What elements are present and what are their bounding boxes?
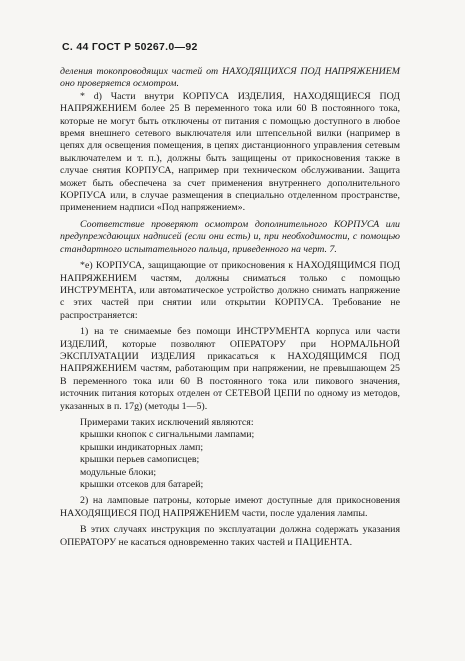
examples-list	[60, 417, 400, 491]
paragraph-exception-1: 1) на те снимаемые без помощи ИНСТРУМЕНТА корпуса или части ИЗДЕЛИЙ, которые позволяют ОПЕРАТОРУ при НОРМАЛЬНОЙ ЭКСПЛУАТАЦИИ ИЗДЕЛИЯ прикасаться к НАХОДЯЩИМСЯ ПОД НАПРЯЖЕНИЕМ частям, работающим при напряжении, не превышающем 25 В переменного тока или 60 В постоянного тока или пикового значения, источник питания которых отделен от СЕТЕВОЙ ЦЕПИ по одному из методов, указанных в п. 17g) (методы 1—5).	[60, 326, 400, 412]
examples-intro: Примерами таких исключений являются:	[80, 416, 254, 428]
paragraph-exception-2: 2) на ламповые патроны, которые имеют доступные для прикосновения НАХОДЯЩИЕСЯ ПОД НАПРЯЖЕНИЕМ части, после удаления лампы.	[60, 495, 400, 519]
list-item: крышки перьев самописцев;	[80, 454, 200, 466]
paragraph-continuation: деления токопроводящих частей от НАХОДЯЩИХСЯ ПОД НАПРЯЖЕНИЕМ оно проверяется осмотром.	[60, 66, 400, 90]
paragraph-clause-d: * d) Части внутри КОРПУСА ИЗДЕЛИЯ, НАХОДЯЩИЕСЯ ПОД НАПРЯЖЕНИЕМ более 25 В переменного тока или 60 В постоянного тока, которые не могут быть отключены от питания с помощью доступного в любое время внешнего сетевого выключателя или штепсельной вилки (например в цепях для освещения помещения, в цепях дистанционного управления сетевым выключателем и т. п.), должны быть защищены от прикосновения также в случае снятия КОРПУСА, например при техническом обслуживании. Защита может быть обеспечена за счет применения внутреннего дополнительного КОРПУСА или, в случае размещения в специально отделенном пространстве, применением надписи «Под напряжением».	[60, 90, 400, 214]
page-header: С. 44 ГОСТ Р 50267.0—92	[62, 41, 198, 53]
document-body	[60, 66, 400, 549]
paragraph-instructions: В этих случаях инструкция по эксплуатации должна содержать указания ОПЕРАТОРУ не касаться одновременно таких частей и ПАЦИЕНТА.	[60, 524, 400, 548]
list-item: крышки отсеков для батарей;	[80, 479, 204, 490]
list-item: модульные блоки;	[80, 466, 157, 478]
paragraph-compliance-check: Соответствие проверяют осмотром дополнительного КОРПУСА или предупреждающих надписей (если они есть) и, при необходимости, с помощью стандартного испытательного пальца, приведенного на черт. 7.	[60, 218, 400, 255]
paragraph-clause-e: *е) КОРПУСА, защищающие от прикосновения к НАХОДЯЩИМСЯ ПОД НАПРЯЖЕНИЕМ частям, должны сниматься только с помощью ИНСТРУМЕНТА, или автоматическое устройство должно снимать напряжение с этих частей при снятии или открытии КОРПУСА. Требование не распространяется:	[60, 260, 400, 321]
list-item: крышки индикаторных ламп;	[80, 441, 204, 453]
list-item: крышки кнопок с сигнальными лампами;	[80, 429, 255, 441]
